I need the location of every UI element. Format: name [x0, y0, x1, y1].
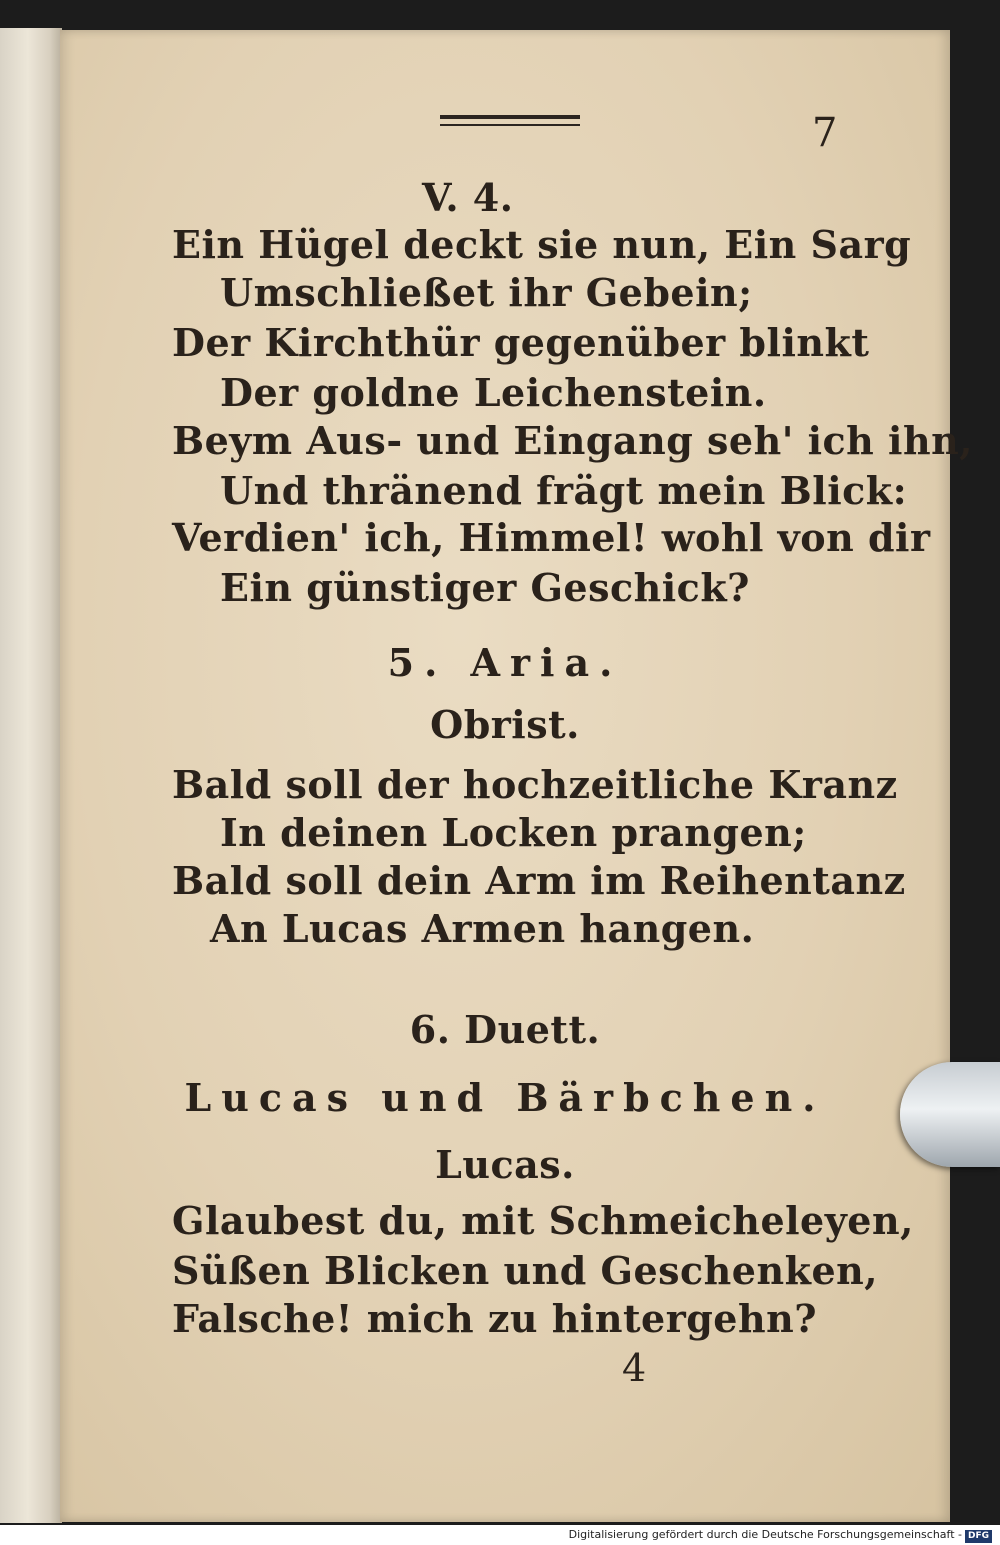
poem-line: Ein Hügel deckt sie nun, Ein Sarg: [172, 222, 912, 267]
footer-text: Digitalisierung gefördert durch die Deutsche Forschungsgemeinschaft -: [568, 1528, 962, 1541]
poem-line: Beym Aus- und Eingang seh' ich ihn,: [172, 418, 973, 463]
digitization-footer: [0, 1525, 1000, 1545]
duet-line: Glaubest du, mit Schmeicheleyen,: [172, 1198, 914, 1243]
poem-line: Ein günstiger Geschick?: [220, 565, 750, 610]
section-v4-heading: V. 4.: [422, 175, 514, 220]
section-6-speaker: Lucas.: [435, 1142, 575, 1187]
section-6-heading: 6. Duett.: [409, 1007, 601, 1052]
dfg-logo: DFG: [965, 1530, 992, 1543]
aria-line: An Lucas Armen hangen.: [210, 906, 755, 951]
book-spine: [0, 28, 62, 1523]
signature-mark: 4: [622, 1346, 647, 1390]
duet-line: Süßen Blicken und Geschenken,: [172, 1248, 878, 1293]
book-page: [60, 30, 973, 1522]
poem-line: Und thränend frägt mein Blick:: [220, 468, 908, 513]
header-rule: [440, 115, 580, 126]
duet-line: Falsche! mich zu hintergehn?: [172, 1296, 817, 1341]
page-number: 7: [812, 110, 838, 156]
poem-line: Umschließet ihr Gebein;: [220, 270, 753, 315]
poem-line: Der Kirchthür gegenüber blinkt: [172, 320, 870, 365]
aria-line: In deinen Locken prangen;: [220, 810, 807, 855]
poem-line: Der goldne Leichenstein.: [220, 370, 767, 415]
section-6-subheading: Lucas und Bärbchen.: [184, 1075, 826, 1120]
aria-line: Bald soll der hochzeitliche Kranz: [172, 762, 898, 807]
aria-line: Bald soll dein Arm im Reihentanz: [172, 858, 906, 903]
poem-line: Verdien' ich, Himmel! wohl von dir: [172, 515, 931, 560]
page-clip: [900, 1062, 1000, 1167]
section-5-speaker: Obrist.: [430, 702, 580, 747]
section-5-heading: 5. Aria.: [387, 640, 623, 685]
